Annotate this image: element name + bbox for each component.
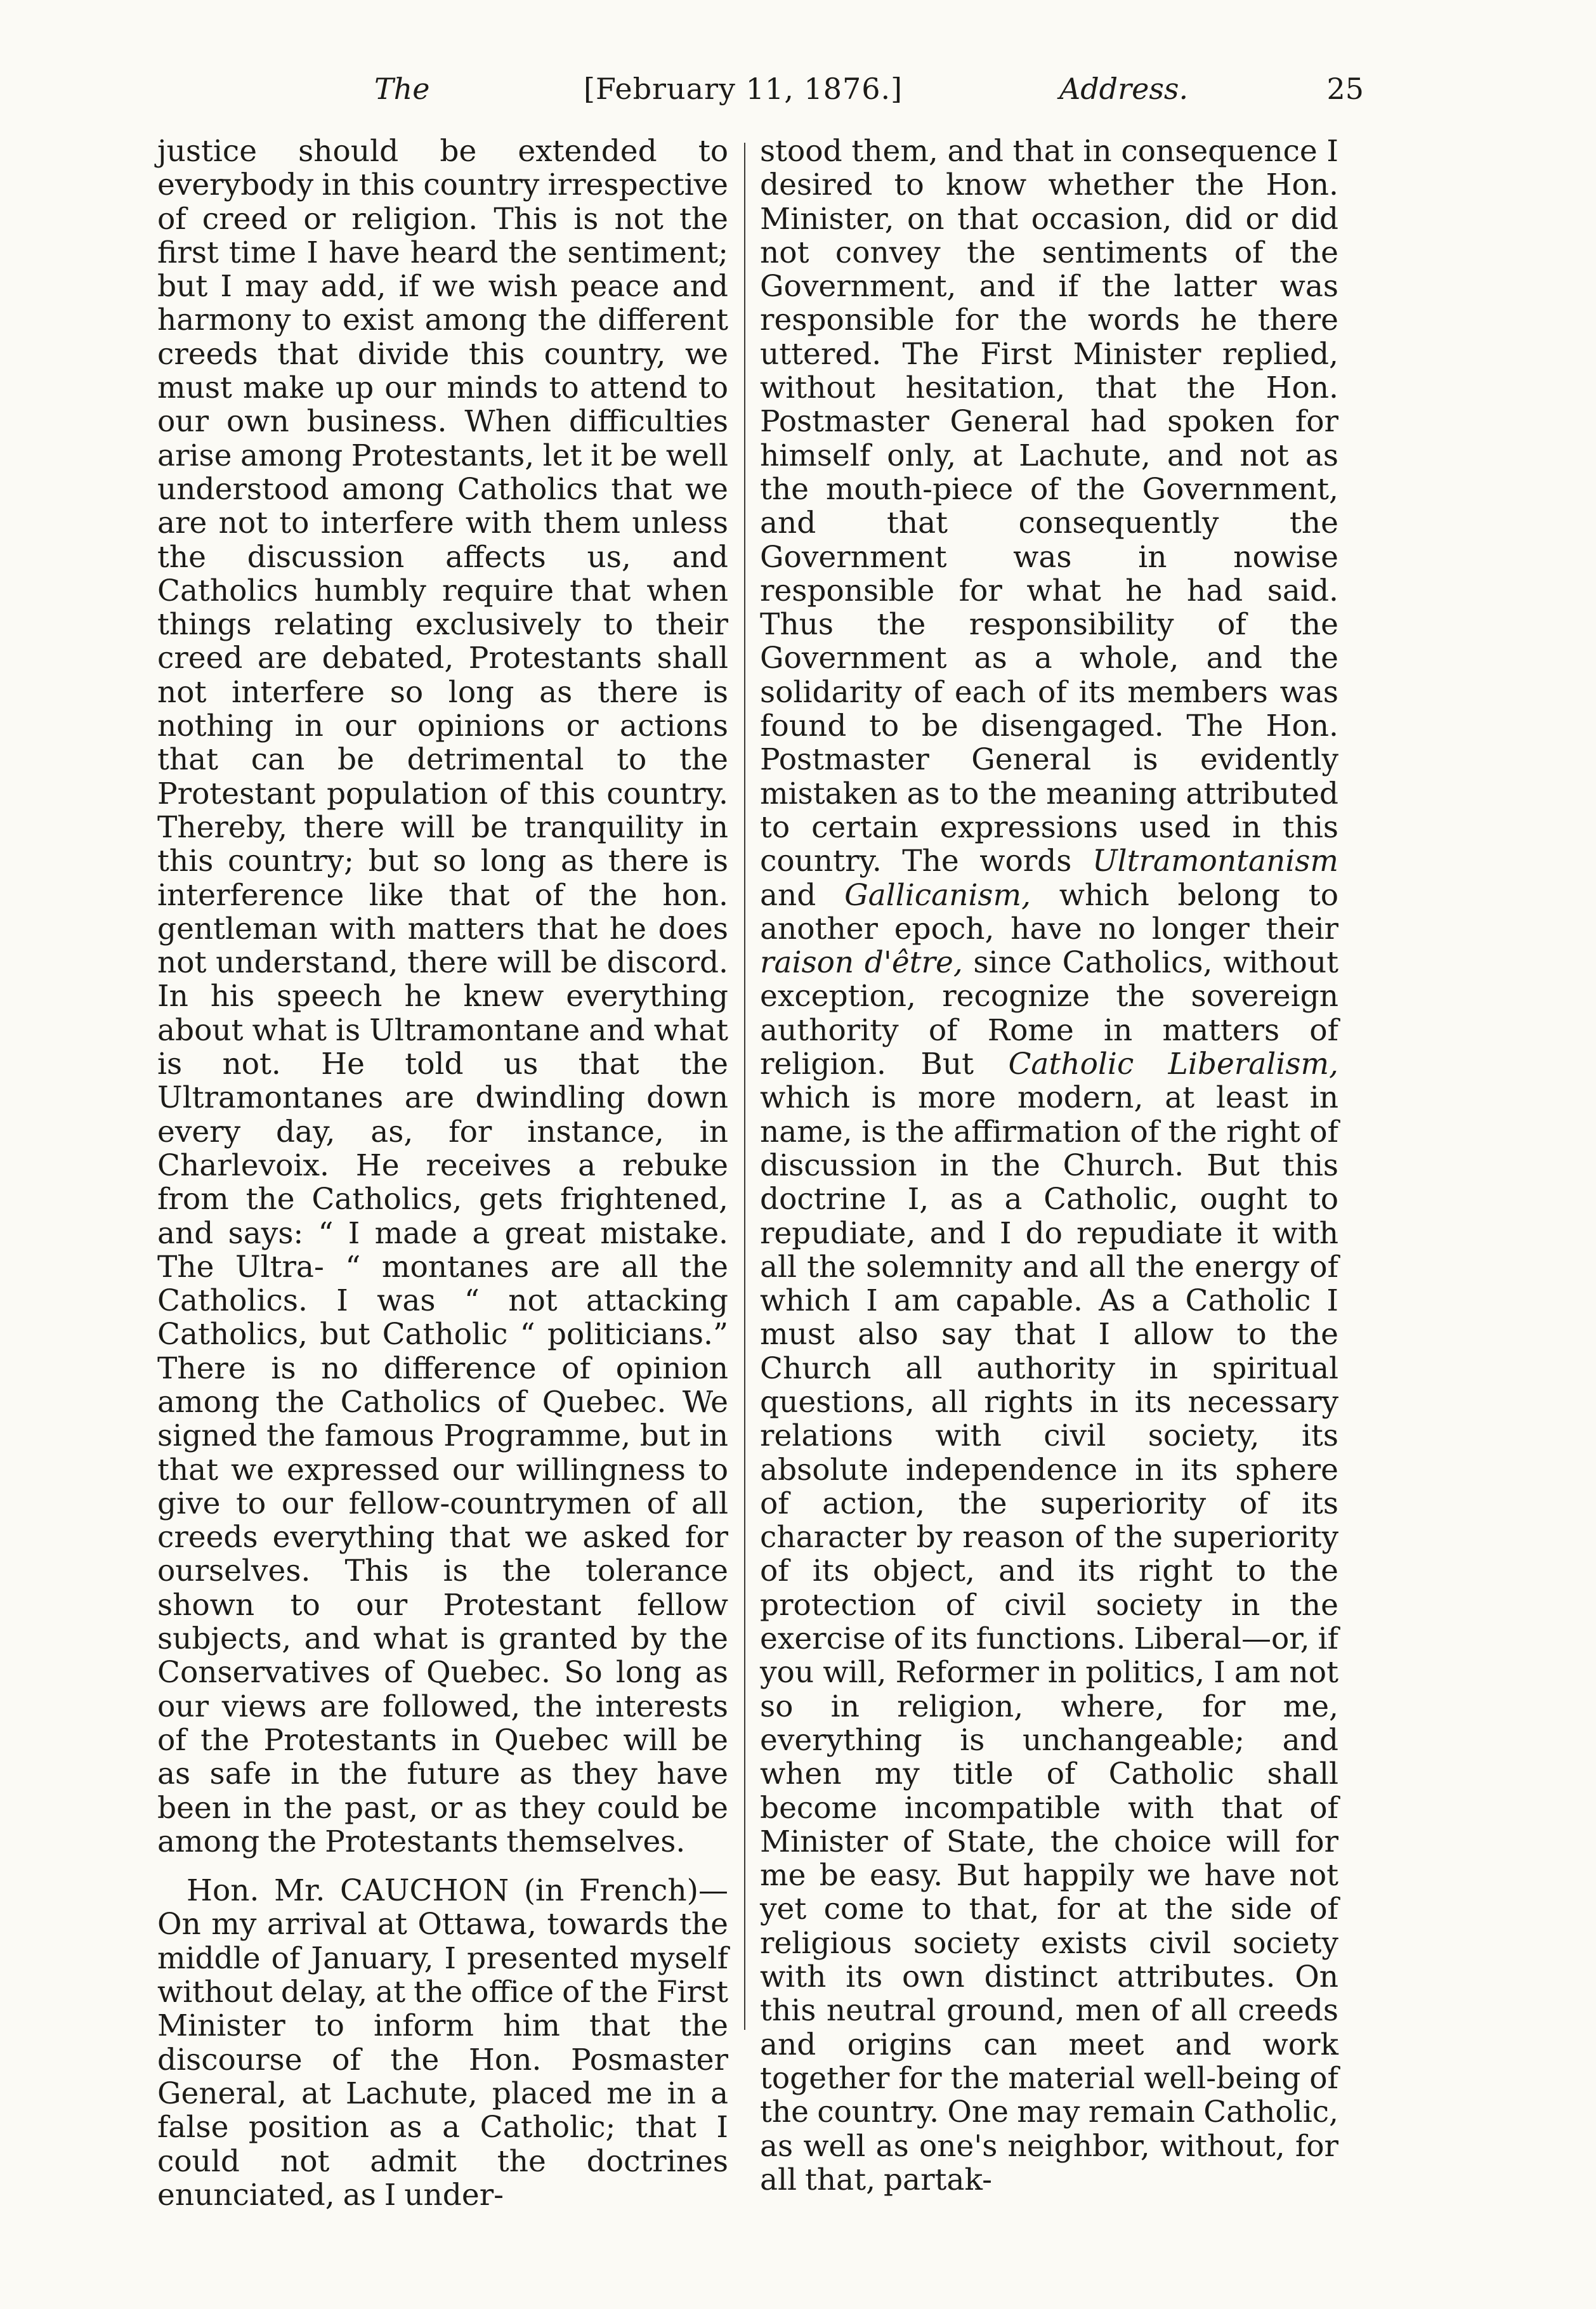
column-divider <box>744 143 745 2030</box>
right-column <box>760 134 1338 2197</box>
page-number: 25 <box>1326 72 1364 106</box>
header-date: [February 11, 1876.] <box>584 72 903 106</box>
right-text-1: stood them, and that in consequence I desired to know whether the Hon. Minister, on that occasion, did or did not convey the sentiments of the Government, and if the latter was responsible for the words he there uttered. The First Minister replied, without hesitation, that the Hon. Postmaster General had spoken for himself only, at Lachute, and not as the mouth-piece of the Government, and that consequently the Government was in nowise responsible for what he had said. Thus the responsibility of the Government as a whole, and the solidarity of each of its members was found to be disengaged. The Hon. Postmaster General is evidently mistaken as to the meaning attributed to certain expressions used in this country. The words <box>760 134 1338 879</box>
right-text-4: which is more modern, at least in name, is the affirmation of the right of discussion in the Church. But this doctrine I, as a Catholic, ought to repudiate, and I do repudiate it with all the solemnity and all the energy of which I am capable. As a Catholic I must also say that I allow to the Church all authority in spiritual questions, all rights in its necessary relations with civil society, its absolute independence in its sphere of action, the superiority of its character by reason of the superiority of its object, and its right to the protection of civil society in the exercise of its functions. Liberal—or, if you will, Reformer in politics, I am not so in religion, where, for me, everything is unchangeable; and when my title of Catholic shall become incompatible with that of Minister of State, the choice will for me be easy. But happily we have not yet come to that, for at the side of religious society exists civil society with its own distinct attributes. On this neutral ground, men of all creeds and origins can meet and work together for the material well-being of the country. One may remain Catholic, as well as one's neighbor, without, for all that, partak- <box>760 1080 1338 2197</box>
left-paragraph-2-text: On my arrival at Ottawa, towards the middle of January, I presented myself without delay, at the office of the First Minister to inform him that the discourse of the Hon. Posmaster General, at Lachute, placed me in a false position as a Catholic; that I could not admit the doctrines enunciated, as I under- <box>157 1907 728 2213</box>
right-text-2: which belong to another epoch, have no longer their <box>760 877 1338 946</box>
term-ultramontanism: Ultramontanism <box>1092 844 1338 879</box>
right-text-and: and <box>760 877 845 913</box>
right-paragraph-1 <box>760 134 1338 2197</box>
speaker-name: Hon. Mr. CAUCHON (in French)— <box>186 1873 728 1909</box>
term-gallicanism: Gallicanism, <box>844 877 1031 913</box>
page-header <box>171 63 1364 114</box>
header-left: The <box>374 72 430 106</box>
left-paragraph-2 <box>157 1874 728 2212</box>
term-catholic-liberalism: Catholic Liberalism, <box>1008 1047 1338 1082</box>
left-paragraph-1: justice should be extended to everybody in this country irrespective of creed or religion. This is not the first time I have heard the sentiment; but I may add, if we wish peace and harmony to exist among the different creeds that divide this country, we must make up our minds to attend to our own business. When difficulties arise among Protestants, let it be well understood among Catholics that we are not to interfere with them unless the discussion affects us, and Catholics humbly require that when things relating exclusively to their creed are debated, Protestants shall not interfere so long as there is nothing in our opinions or actions that can be detrimental to the Protestant population of this country. Thereby, there will be tranquility in this country; but so long as there is interference like that of the hon. gentleman with matters that he does not understand, there will be discord. In his speech he knew everything about what is Ultramontane and what is not. He told us that the Ultramontanes are dwindling down every day, as, for instance, in Charlevoix. He receives a rebuke from the Catholics, gets frightened, and says: “ I made a great mistake. The Ultra- “ montanes are all the Catholics. I was “ not attacking Catholics, but Catholic “ politicians.” There is no difference of opinion among the Catholics of Quebec. We signed the famous Programme, but in that we expressed our willingness to give to our fellow-countrymen of all creeds everything that we asked for ourselves. This is the tolerance shown to our Protestant fellow subjects, and what is granted by the Conservatives of Quebec. So long as our views are followed, the interests of the Protestants in Quebec will be as safe in the future as they have been in the past, or as they could be among the Protestants themselves. <box>157 134 728 1859</box>
left-column <box>157 134 728 2212</box>
right-text-3: since Catholics, without exception, recognize the sovereign authority of Rome in matters of religion. But <box>760 945 1338 1082</box>
term-raison-detre: raison d'être, <box>760 945 963 981</box>
header-right: Address. <box>1059 72 1189 106</box>
